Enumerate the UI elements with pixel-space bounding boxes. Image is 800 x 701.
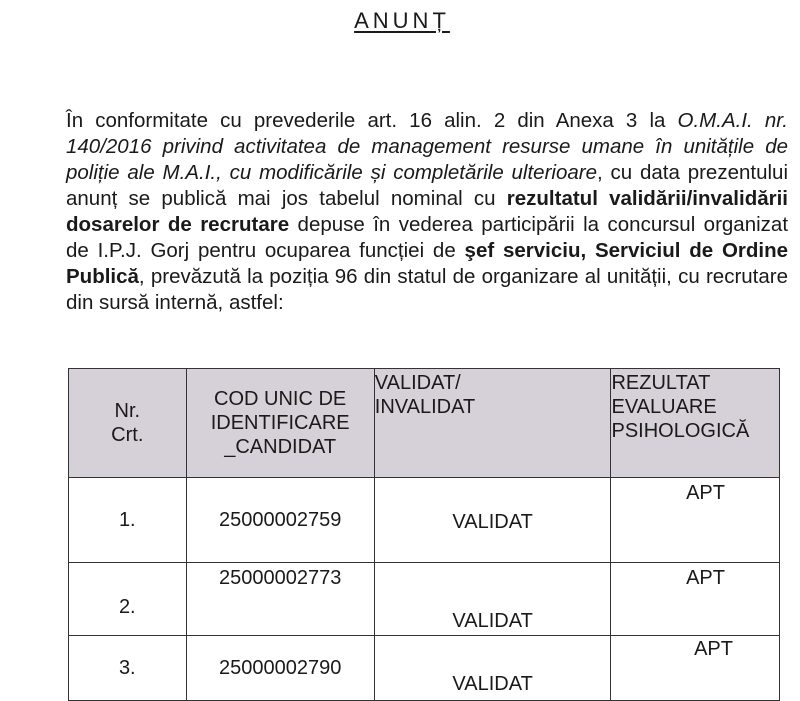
header-nr-line2: Crt. [111, 424, 144, 446]
header-cod-line3: _CANDIDAT [224, 436, 337, 458]
cell-cod: 25000002790 [186, 636, 374, 701]
cell-nr: 3. [69, 636, 187, 701]
header-validat [374, 369, 611, 478]
results-table [68, 368, 780, 701]
cell-cod: 25000002773 [186, 563, 374, 636]
cell-status: VALIDAT [374, 563, 611, 636]
header-rez-line3: PSIHOLOGICĂ [611, 420, 750, 442]
table-row [69, 636, 780, 701]
cell-rezultat: APT [611, 563, 780, 636]
paragraph-text-3: depuse în vederea participării la concursul organizat de I.P.J. Gorj pentru ocuparea funcției de [66, 213, 789, 262]
header-nr-line1: Nr. [114, 400, 141, 422]
cell-status: VALIDAT [374, 636, 611, 701]
table-header-row [69, 369, 780, 478]
cell-rezultat: APT [611, 478, 780, 563]
header-rez-line1: REZULTAT [611, 372, 711, 394]
header-cod-line1: COD UNIC DE [214, 388, 347, 410]
paragraph-text-4: , prevăzută la poziția 96 din statul de organizare al unității, cu recrutare din sursă internă, astfel: [66, 265, 788, 314]
table-row [69, 563, 780, 636]
cell-cod: 25000002759 [186, 478, 374, 563]
header-val-line1: VALIDAT/ [374, 372, 461, 394]
cell-status: VALIDAT [374, 478, 611, 563]
header-rezultat [611, 369, 780, 478]
paragraph-text-2: , cu data prezentului anunț se publică mai jos tabelul nominal cu [66, 161, 788, 210]
paragraph-text-1: În conformitate cu prevederile art. 16 alin. 2 din Anexa 3 la [66, 109, 678, 132]
cell-nr: 2. [69, 563, 187, 636]
page-title: ANUNȚ [354, 8, 450, 33]
header-nr-crt [69, 369, 187, 478]
table-row [69, 478, 780, 563]
header-cod-unic [186, 369, 374, 478]
cell-rezultat: APT [611, 636, 780, 701]
paragraph-emphasis-result: rezultatul validării/invalidării dosarelor de recrutare [66, 187, 788, 236]
header-rez-line2: EVALUARE [611, 396, 717, 418]
paragraph-legal-reference: O.M.A.I. nr. 140/2016 privind activitatea de management resurse umane în unitățile de poliție ale M.A.I., cu modificările și completările ulterioare [66, 109, 788, 184]
header-cod-line2: IDENTIFICARE [210, 412, 350, 434]
announcement-paragraph [66, 108, 788, 316]
paragraph-emphasis-position: şef serviciu, Serviciul de Ordine Publică [66, 239, 789, 288]
cell-nr: 1. [69, 478, 187, 563]
header-val-line2: INVALIDAT [374, 396, 476, 418]
